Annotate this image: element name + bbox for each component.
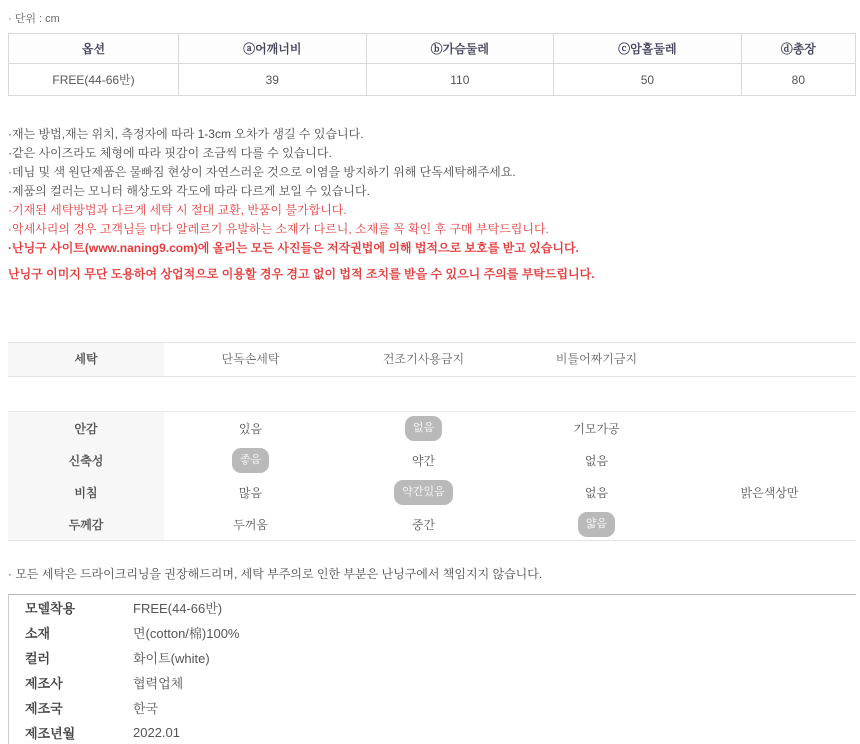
properties-table (8, 411, 856, 541)
info-row-color (9, 645, 856, 670)
notice-line: ·데님 및 색 원단제품은 물빠짐 현상이 자연스러운 것으로 이염을 방지하기 위해 단독세탁해주세요. (8, 165, 516, 179)
property-label: 안감 (8, 412, 164, 444)
notice-line: ·재는 방법,재는 위치, 측정자에 따라 1-3cm 오차가 생길 수 있습니다. (8, 127, 364, 141)
size-col-shoulder: ⓐ어깨너비 (179, 34, 367, 64)
notice-line: ·같은 사이즈라도 체형에 따라 핏감이 조금씩 다를 수 있습니다. (8, 146, 332, 160)
property-row-stretch (8, 444, 856, 476)
care-note: · 모든 세탁은 드라이크리닝을 권장해드리며, 세탁 부주의로 인한 부분은 난닝구에서 책임지지 않습니다. (8, 567, 543, 581)
info-label: 제조년월 (25, 726, 76, 741)
info-label: 제조국 (25, 701, 63, 716)
notice-line: ·제품의 컬러는 모니터 해상도와 각도에 따라 다르게 보일 수 있습니다. (8, 184, 370, 198)
notice-line-copyright: ·난닝구 사이트(www.naning9.com)에 올리는 모든 사진들은 저작권법에 의해 법적으로 보호를 받고 있습니다. (8, 241, 579, 255)
care-empty-cell (683, 343, 856, 376)
property-option: 두꺼움 (233, 517, 268, 532)
care-no-wring: 비틀어짜기금지 (555, 352, 638, 366)
size-value-chest: 110 (366, 64, 554, 96)
info-value: 한국 (133, 701, 159, 716)
unit-note: · 단위 : cm (8, 13, 60, 25)
property-selected-badge: 얇음 (578, 512, 615, 537)
property-selected-badge: 약간있음 (394, 480, 453, 505)
info-value: 2022.01 (133, 725, 180, 740)
info-row-country (9, 695, 856, 720)
size-value-armhole: 50 (554, 64, 742, 96)
notice-line-copyright: 난닝구 이미지 무단 도용하여 상업적으로 이용할 경우 경고 없이 법적 조치를 받을 수 있으니 주의를 부탁드립니다. (8, 267, 595, 281)
size-table-row (9, 64, 856, 96)
property-label: 비침 (8, 476, 164, 508)
info-value: FREE(44-66반) (133, 601, 223, 616)
property-row-thickness (8, 508, 856, 540)
info-label: 컬러 (25, 651, 51, 666)
property-row-sheerness (8, 476, 856, 508)
size-value-shoulder: 39 (179, 64, 367, 96)
size-col-option: 옵션 (9, 34, 179, 64)
info-row-manufacturer (9, 670, 856, 695)
notice-line-warning: ·악세사리의 경우 고객님들 마다 알레르기 유발하는 소재가 다르니, 소재를 꼭 확인 후 구매 부탁드립니다. (8, 222, 549, 236)
info-label: 소재 (25, 626, 51, 641)
property-label: 두께감 (8, 508, 164, 540)
care-no-dryer: 건조기사용금지 (382, 352, 465, 366)
info-label: 모델착용 (25, 601, 76, 616)
size-col-armhole: ⓒ암홀둘레 (554, 34, 742, 64)
info-row-model-size (9, 595, 856, 620)
info-value: 협력업체 (133, 676, 184, 691)
property-row-lining (8, 412, 856, 444)
size-table (8, 33, 856, 96)
property-option: 기모가공 (573, 421, 620, 436)
size-col-chest: ⓑ가슴둘레 (366, 34, 554, 64)
property-option: 중간 (411, 517, 436, 532)
info-value: 화이트(white) (133, 651, 210, 666)
size-table-header-row (9, 34, 856, 64)
property-option: 없음 (584, 485, 609, 500)
property-label: 신축성 (8, 444, 164, 476)
info-label: 제조사 (25, 676, 63, 691)
size-value-option: FREE(44-66반) (9, 64, 179, 96)
product-info-table (8, 594, 856, 744)
care-table (8, 342, 856, 377)
size-value-length: 80 (741, 64, 855, 96)
property-option: 있음 (238, 421, 263, 436)
property-option: 없음 (584, 453, 609, 468)
property-option: 밝은색상만 (740, 485, 799, 500)
notice-line-warning: ·기재된 세탁방법과 다르게 세탁 시 절대 교환, 반품이 불가합니다. (8, 203, 347, 217)
notice-list (8, 125, 860, 284)
property-selected-badge: 없음 (405, 416, 442, 441)
care-label: 세탁 (8, 343, 164, 376)
info-row-manufacture-date (9, 720, 856, 744)
size-col-length: ⓓ총장 (741, 34, 855, 64)
info-row-material (9, 620, 856, 645)
property-selected-badge: 좋음 (232, 448, 269, 473)
property-option: 많음 (238, 485, 263, 500)
info-value: 면(cotton/棉)100% (133, 626, 240, 641)
property-option: 약간 (411, 453, 436, 468)
care-handwash: 단독손세탁 (221, 352, 280, 366)
